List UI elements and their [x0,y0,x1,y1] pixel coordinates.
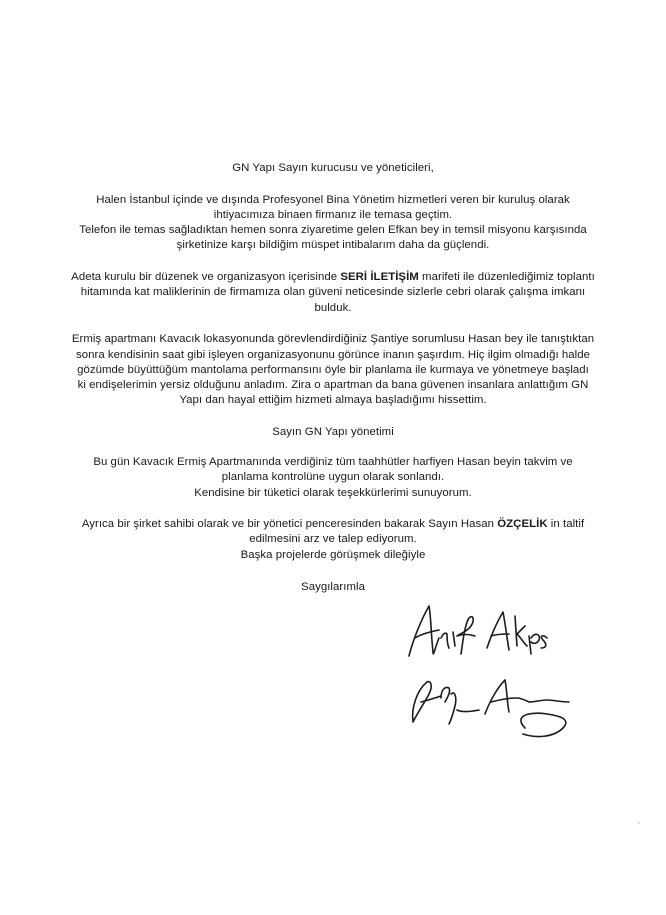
paragraph-2-line-3: bulduk. [314,302,352,314]
signature-stroke [485,680,509,714]
paragraph-3-line-4: ki endişelerimin yersiz olduğunu anladım. Zira o apartman da bana güvenen insanlara anlattığım GN [77,379,589,391]
paragraph-3-line-2: sonra kendisinin saat gibi işleyen organizasyonunu görünce inanın şaşırdım. Hiç ilgim olmadığı halde [75,349,591,361]
signature-stroke [529,634,539,654]
ozcelik-emphasis: ÖZÇELİK [497,518,548,530]
paragraph-1-line-2: ihtiyacımıza binaen firmanız ile temasa geçtim. [213,209,453,221]
paragraph-1-line-1: Halen İstanbul içinde ve dışında Profesyonel Bina Yönetim hizmetleri veren bir kuruluş olarak [96,194,570,206]
scan-speck [638,822,640,824]
signature-stroke [457,617,475,654]
paragraph-3-line-3: gözümde büyüttüğüm mantolama performansını öyle bir planlama ile kurmaya ve yönetmeye başladı [77,364,589,376]
greeting-2: Sayın GN Yapı yönetimi [272,426,394,438]
signature-stroke [449,693,456,724]
paragraph-5-line-2: edilmesini arz ve talep ediyorum. [249,533,417,545]
paragraph-4-line-3: Kendisine bir tüketici olarak teşekkürlerimi sunuyorum. [194,487,472,499]
paragraph-2-line-1 [40,269,626,285]
signature-stroke [453,632,455,646]
paragraph-2-text-after: marifeti ile düzenlediğimiz toplantı [418,271,595,283]
signature-stroke [491,698,569,702]
signature-stroke [457,710,479,712]
seri-iletisim-emphasis: SERİ İLETİŞİM [340,271,419,283]
paragraph-5-text-after: in taltif [547,518,585,530]
paragraph-4-line-1: Bu gün Kavacık Ermiş Apartmanında verdiğiniz tüm taahhütler harfiyen Hasan beyin takvim ve [93,456,573,468]
paragraph-5-text-before: Ayrıca bir şirket sahibi olarak ve bir yönetici penceresinden bakarak Sayın Hasan [81,518,498,530]
paragraph-1-line-3: Telefon ile temas sağladıktan hemen sonra ziyaretime gelen Efkan bey in temsil misyonu karşısında [79,224,587,236]
signature-stroke [515,616,527,646]
signature-stroke [421,696,441,702]
signature-stroke [441,633,449,648]
paragraph-2-line-2: hitamında kat maliklerinin de firmamıza olan güveni neticesinde sizlerle cebri olarak çalışma imkanı [80,286,586,298]
paragraph-3-line-5: Yapı dan hayal ettiğim hizmeti almaya başladığımı hissettim. [179,394,487,406]
paragraph-1-line-4: şirketinize karşı bildiğim müspet intibalarım daha da güçlendi. [176,239,490,251]
signature-stroke [541,636,547,648]
paragraph-2-text-before: Adeta kurulu bir düzenek ve organizasyon içerisinde [71,271,341,283]
signature-stroke [521,713,566,736]
handwritten-signature [395,598,585,758]
salutation: GN Yapı Sayın kurucusu ve yöneticileri, [232,162,434,174]
paragraph-3-line-1: Ermiş apartmanı Kavacık lokasyonunda görevlendirdiğiniz Şantiye sorumlusu Hasan bey ile tanıştıktan [71,333,595,345]
signature-stroke [487,612,509,650]
paragraph-4-line-2: planlama kontrolüne uygun olarak sonlandı. [221,471,445,483]
signature-stroke [441,687,450,702]
paragraph-5-line-3: Başka projelerde görüşmek dileğiyle [240,549,426,561]
paragraph-5-line-1 [40,516,626,532]
signature-stroke [415,630,439,638]
signature-drawing [395,598,585,758]
closing: Saygılarımla [301,581,365,593]
